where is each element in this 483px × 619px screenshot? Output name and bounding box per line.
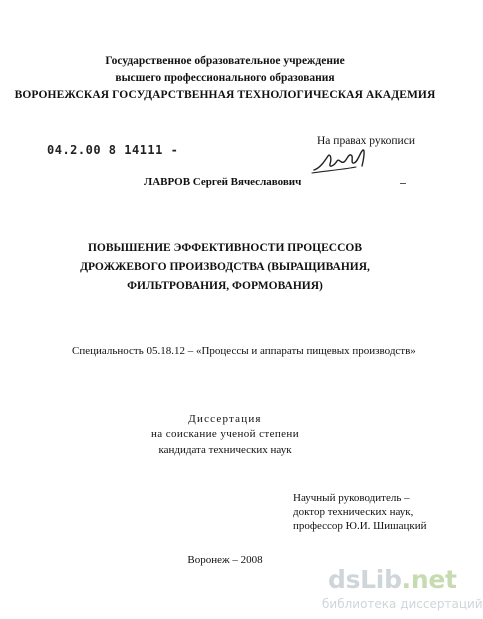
dissertation-title-text: ПОВЫШЕНИЕ ЭФФЕКТИВНОСТИ ПРОЦЕССОВ ДРОЖЖЕВОГО ПРОИЗВОДСТВА (ВЫРАЩИВАНИЯ, ФИЛЬТРОВАНИЯ, ФОРМОВАНИЯ) [80, 242, 370, 292]
supervisor-line-1: Научный руководитель – [293, 492, 410, 504]
degree-line-3: кандидата технических наук [158, 444, 292, 456]
watermark-logo [328, 565, 457, 594]
city-year: Воронеж – 2008 [187, 554, 263, 566]
degree-line-1: Диссертация [188, 413, 262, 425]
watermark-domain: .net [401, 565, 457, 594]
institution-line-2: высшего профессионального образования [115, 72, 335, 84]
supervisor-block [293, 491, 427, 533]
supervisor-line-3: профессор Ю.И. Шишацкий [293, 520, 427, 532]
library-stamp-number: 04.2.00 8 14111 - [47, 143, 179, 157]
degree-line-2: на соискание ученой степени [151, 428, 299, 440]
author-name: ЛАВРОВ Сергей Вячеславович [144, 176, 302, 188]
supervisor-line-2: доктор технических наук, [293, 506, 414, 518]
divider-mark [400, 183, 406, 184]
institution-line-3: ВОРОНЕЖСКАЯ ГОСУДАРСТВЕННАЯ ТЕХНОЛОГИЧЕСКАЯ АКАДЕМИЯ [14, 89, 436, 101]
specialty-line: Специальность 05.18.12 – «Процессы и аппараты пищевых производств» [72, 345, 416, 357]
dissertation-title [0, 239, 450, 296]
watermark-brand: dsLib [328, 565, 402, 594]
rights-note: На правах рукописи [317, 135, 415, 147]
dslib-watermark [322, 565, 483, 615]
watermark-tagline: библиотека диссертаций [322, 597, 483, 611]
handwritten-signature [310, 144, 372, 178]
institution-line-1: Государственное образовательное учреждение [105, 55, 345, 67]
